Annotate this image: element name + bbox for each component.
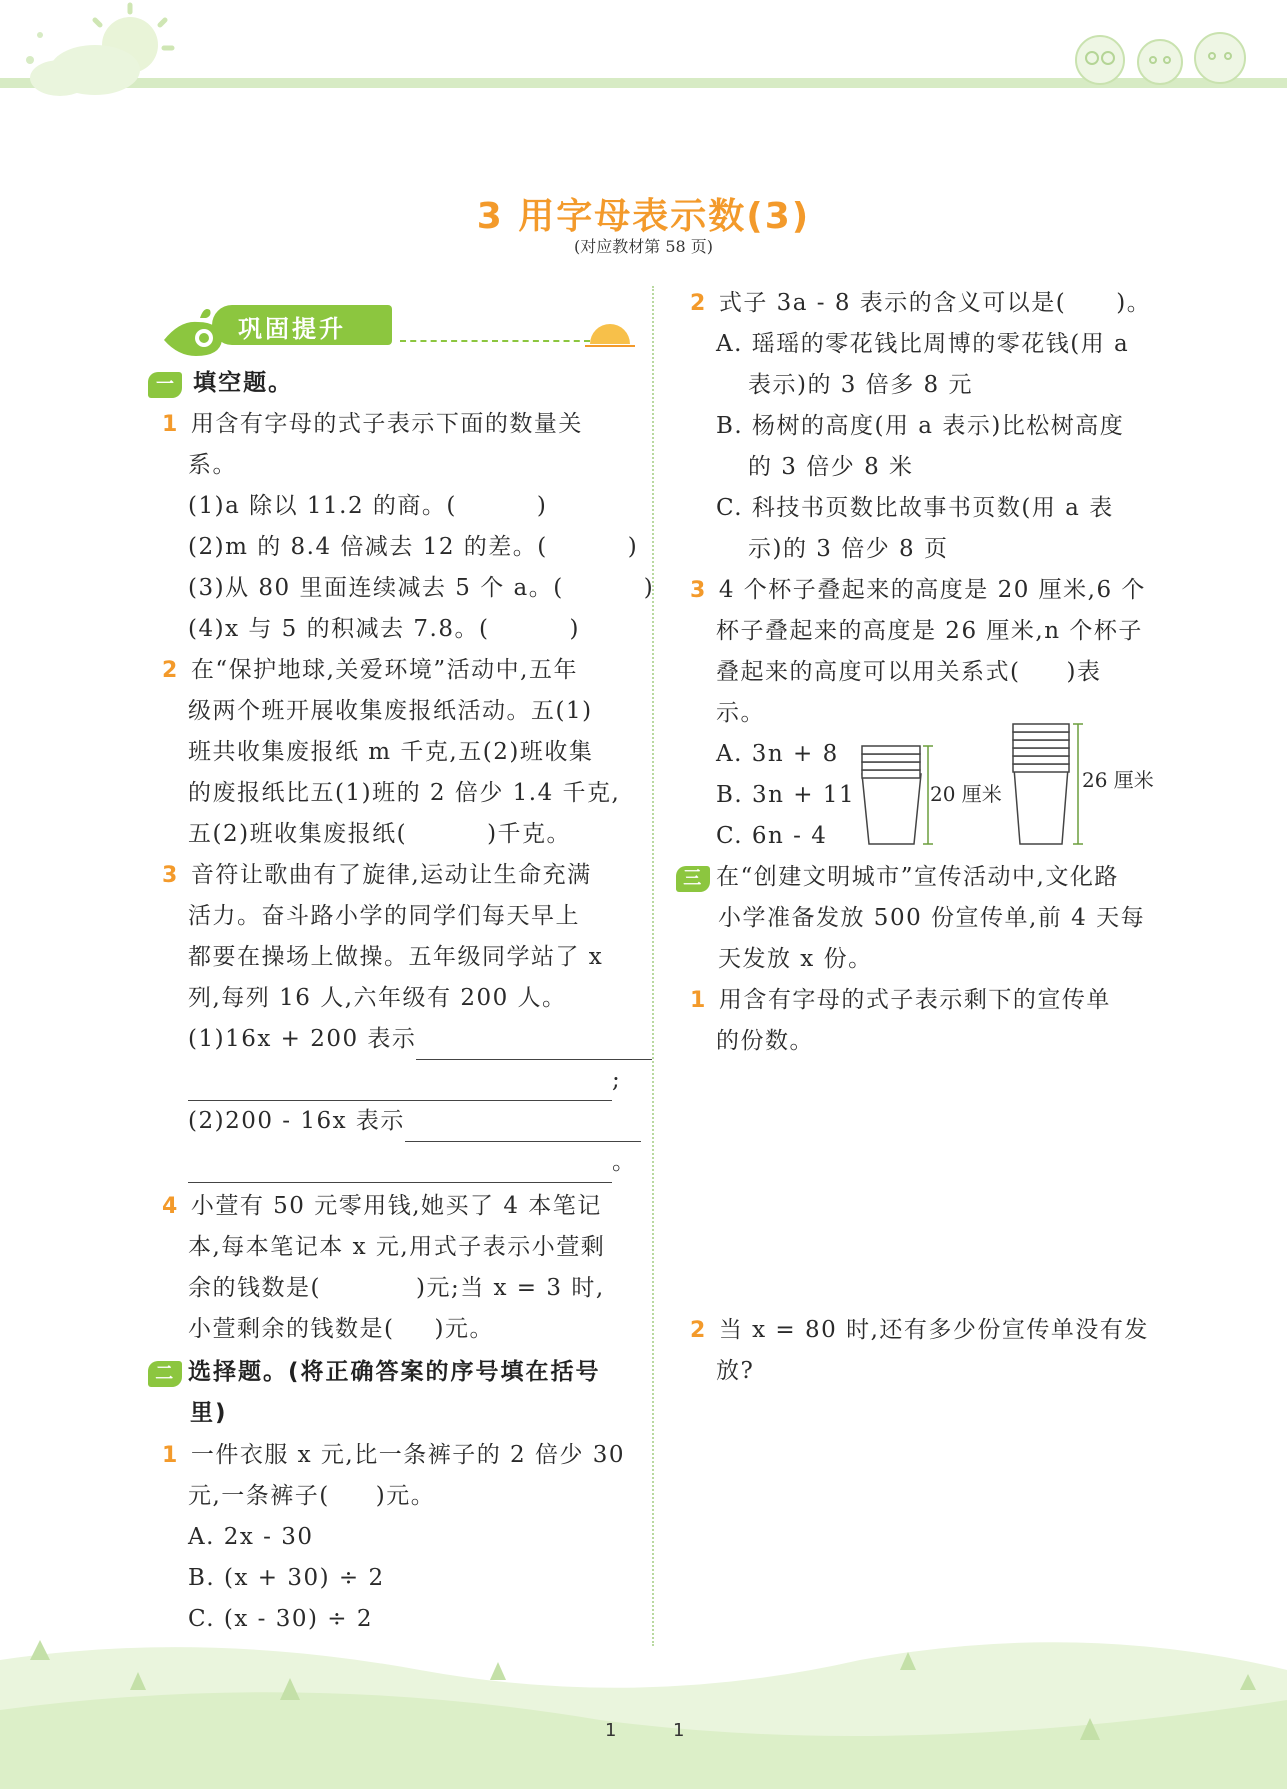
answer-line: (2)m 的 8.4 倍减去 12 的差。( ) [188, 534, 639, 560]
answer-blank[interactable] [416, 1031, 652, 1060]
column-divider [652, 286, 654, 1646]
section-2-heading: 二 选择题。(将正确答案的序号填在括号 里) [148, 1352, 601, 1434]
section-1-heading: 一 填空题。 [148, 364, 293, 398]
option-b: B. 3n + 11 [716, 782, 856, 808]
label-20cm: 20 厘米 [930, 782, 1002, 806]
banner-title: 巩固提升 [238, 315, 346, 343]
section-3: 三 在“创建文明城市”宣传活动中,文化路 小学准备发放 500 份宣传单,前 4 天每 天发放 x 份。 [676, 857, 1176, 980]
answer-line: (4)x 与 5 的积减去 7.8。( ) [188, 616, 580, 642]
section-tag: 三 [676, 866, 710, 892]
answer-blank[interactable] [405, 1113, 641, 1142]
question-2: 2 在“保护地球,关爱环境”活动中,五年 级两个班开展收集废报纸活动。五(1) 班共收集废报纸 m 千克,五(2)班收集 的废报纸比五(1)班的 2 倍少 1.4 千克, 五(2)班收集废报纸( )千克。 [162, 657, 621, 847]
option-b: B. (x + 30) ÷ 2 [188, 1565, 385, 1591]
choice-question-2: 2 式子 3a - 8 表示的含义可以是( )。 A. 瑶瑶的零花钱比周博的零花钱(用 a 表示)的 3 倍多 8 元 B. 杨树的高度(用 a 表示)比松树高度 的 3 倍少 8 米 C. 科技书页数比故事书页数(用 a 表 示)的 3 倍少 8 页 [690, 283, 1170, 570]
question-3: 3 音符让歌曲有了旋律,运动让生命充满 活力。奋斗路小学的同学们每天早上 都要在操场上做操。五年级同学站了 x 列,每列 16 人,六年级有 200 人。 (1)16x + 200 表示 ; (2)200 - 16x 表示 。 [162, 855, 642, 1183]
option-b: B. 杨树的高度(用 a 表示)比松树高度 [716, 413, 1125, 439]
option-a: A. 瑶瑶的零花钱比周博的零花钱(用 a [716, 331, 1130, 357]
answer-blank[interactable] [188, 1072, 612, 1101]
section-tag: 二 [148, 1361, 182, 1387]
option-c: C. (x - 30) ÷ 2 [188, 1606, 374, 1632]
question-4: 4 小萱有 50 元零用钱,她买了 4 本笔记 本,每本笔记本 x 元,用式子表示小萱剩 余的钱数是( )元;当 x = 3 时, 小萱剩余的钱数是( )元。 [162, 1193, 606, 1342]
page-number-left: 1 [605, 1720, 617, 1741]
section-tag: 一 [148, 372, 182, 398]
answer-line: (1)a 除以 11.2 的商。( ) [188, 493, 548, 519]
answer-line: (3)从 80 里面连续减去 5 个 a。( ) [188, 575, 655, 601]
application-question-2: 2 当 x = 80 时,还有多少份宣传单没有发 放? [690, 1317, 1149, 1384]
option-a: A. 3n + 8 [716, 741, 839, 767]
option-c: C. 科技书页数比故事书页数(用 a 表 [716, 495, 1114, 521]
page-title: 3 用字母表示数(3) [476, 196, 811, 237]
choice-question-3: 3 4 个杯子叠起来的高度是 20 厘米,6 个 杯子叠起来的高度是 26 厘米,n 个杯子 叠起来的高度可以用关系式( )表 示。 A. 3n + 8 B. 3n + 11 C. 6n - 4 [690, 570, 1170, 857]
label-26cm: 26 厘米 [1082, 768, 1154, 792]
page-number-right: 1 [673, 1720, 685, 1741]
choice-question-1: 1 一件衣服 x 元,比一条裤子的 2 倍少 30 元,一条裤子( )元。 A. 2x - 30 B. (x + 30) ÷ 2 C. (x - 30) ÷ 2 [162, 1435, 642, 1640]
option-a: A. 2x - 30 [188, 1524, 314, 1550]
banner-dashes [400, 340, 590, 342]
hills-decoration [0, 1630, 1287, 1789]
application-question-1: 1 用含有字母的式子表示剩下的宣传单 的份数。 [690, 987, 1111, 1054]
sun-cloud-icon [0, 0, 200, 110]
animal-friends-icon [1060, 20, 1260, 90]
page-subtitle: (对应教材第 58 页) [573, 237, 714, 256]
question-1: 1 用含有字母的式子表示下面的数量关 系。 (1)a 除以 11.2 的商。( ) (2)m 的 8.4 倍减去 12 的差。( ) (3)从 80 里面连续减去 5 个 a。( ) (4)x 与 5 的积减去 7.8。( ) [162, 404, 642, 650]
option-c: C. 6n - 4 [716, 823, 828, 849]
answer-blank[interactable] [188, 1154, 612, 1183]
sunset-icon [585, 318, 635, 348]
